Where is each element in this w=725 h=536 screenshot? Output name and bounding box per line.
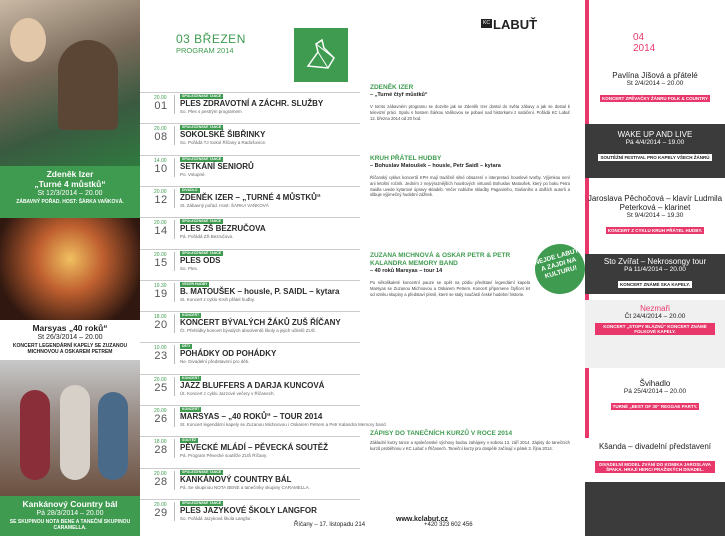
event-description: So. Ples s pestrým programem (180, 109, 242, 114)
performer-figure-shape (58, 40, 118, 130)
event-day: 01 (154, 100, 168, 112)
izer-name: Zdeněk Izer (46, 169, 94, 179)
event-divider (174, 95, 175, 114)
event-divider (174, 189, 175, 208)
event-row (140, 374, 360, 397)
event-title: MARSYAS – „40 ROKŮ“ – TOUR 2014 (180, 412, 323, 421)
event-day: 25 (154, 381, 168, 394)
event-day: 12 (154, 193, 168, 206)
april-event-date: Pá 25/4/2014 – 20.00 (623, 388, 687, 395)
event-description: So. Pořádá TJ Sokol Říčany a Radošovice. (180, 140, 267, 146)
event-divider (174, 252, 175, 271)
event-row (140, 342, 360, 365)
event-description: St. Koncert legendární kapely se Zuzanou Michnovou i Oskarem Petrem a Petr Kalandra Memory band (180, 422, 386, 427)
event-time: 18.00 (154, 314, 167, 321)
april-event-3 (585, 190, 725, 240)
article-heading-marsyas: ZUZANA MICHNOVÁ & OSKAR PETR & PETR KALANDRA MEMORY BAND (370, 252, 511, 267)
event-category-tag: SPOLEČENSKÉ TANCE (182, 94, 222, 98)
event-time: 20.00 (154, 408, 167, 414)
event-row (140, 92, 360, 115)
event-category-tag: SOUTĚŽ (182, 438, 197, 443)
event-divider (174, 220, 175, 239)
event-day: 23 (154, 350, 168, 363)
event-description: So. Ples. (180, 265, 199, 271)
event-time: 20.00 (154, 95, 167, 101)
event-title: SETKÁNÍ SENIORŮ (180, 161, 254, 171)
april-column (585, 0, 725, 536)
event-description: Pá. Se skupinou NOTA BENE a tanečníky skupiny CARAMELLA. (180, 484, 310, 490)
country-ball-date: Pá 28/3/2014 – 20.00 (36, 510, 104, 517)
event-title: SOKOLSKÉ ŠIBŘINKY (180, 130, 266, 140)
culture-badge: NEJDE LABUŤ A ZAJDI NA KULTURU! (529, 238, 591, 300)
event-row (140, 217, 360, 240)
event-category-tag: DIVADLO (182, 187, 198, 192)
event-divider (174, 408, 175, 427)
event-category-tag: SPOLEČENSKÉ TANCE (182, 469, 222, 474)
event-time: 10.00 (154, 345, 167, 352)
event-description: St. Koncert z cyklu Kruh přátel hudby. (180, 296, 255, 302)
program-subtitle: PROGRAM 2014 (176, 46, 234, 55)
article-text-dance: Základní kurzy tance a společenské výchovy budou zahájeny v sobotu 13. září 2014. Zápisy do tanečních kurzů proběhnou v KC Labuť v Říčanech. Taneční kurzy pro dospělé začínají v pátek 3. října 2014. (370, 440, 570, 451)
event-divider (174, 345, 175, 364)
marsyas-note: KONCERT LEGENDÁRNÍ KAPELY SE ZUZANOU MICHNOVOU A OSKAREM PETREM (12, 343, 128, 355)
event-row (140, 311, 360, 334)
event-category-tag: KONCERT (182, 375, 200, 380)
april-event-name: WAKE UP AND LIVE (617, 130, 693, 139)
event-title: KANKÁNOVÝ COUNTRY BÁL (180, 474, 292, 484)
event-divider (174, 314, 175, 333)
izer-title: „Turné 4 můstků“ (34, 179, 106, 189)
event-title: JAZZ BLUFFERS A DARJA KUNCOVÁ (180, 380, 325, 390)
event-time: 20.00 (154, 220, 167, 227)
dancer-shape (20, 390, 50, 480)
event-row (140, 468, 360, 491)
event-row (140, 249, 360, 272)
event-divider (174, 158, 175, 177)
dancer-shape (98, 392, 128, 480)
event-description: Út. Koncert z cyklu Jazzové večery v Říčanech. (180, 390, 275, 396)
event-day: 15 (154, 256, 168, 269)
april-event-name: Pavlína Jíšová a přátelé (612, 71, 698, 80)
event-time: 20.00 (154, 251, 167, 258)
event-category-tag: SPOLEČENSKÉ TANCE (182, 219, 222, 224)
event-row (140, 280, 360, 303)
event-title: PLES JAZYKOVÉ ŠKOLY LANGFOR (180, 505, 317, 515)
event-category-tag: SPOLEČENSKÉ TANCE (182, 250, 222, 255)
country-ball-name: Kankánový Country bál (22, 499, 118, 509)
article-heading-izer: ZDENĚK IZER (370, 84, 414, 91)
event-day: 08 (154, 131, 168, 144)
event-time: 20.00 (154, 376, 167, 383)
april-event-6 (585, 376, 725, 432)
event-row (140, 499, 360, 522)
left-photo-column (0, 0, 140, 536)
event-time: 19.30 (154, 282, 167, 289)
event-divider (174, 377, 175, 396)
event-divider (174, 283, 175, 302)
april-event-note: KONCERT „STOPY BLÁZNŮ“ KONCERT ZNÁMÉ FOLKOVÉ KAPELY. (595, 323, 715, 335)
event-description: Pá. Pořádá ZŠ Bezručova. (180, 234, 234, 240)
event-category-tag: SPOLEČENSKÉ TANCE (182, 125, 222, 130)
april-event-note: TURNÉ „BEST OF 30“ REGGAE PARTY. (612, 404, 698, 409)
event-day: 20 (154, 319, 168, 332)
article-subheading-marsyas: – 40 roků Marsyas – tour 14 (370, 268, 443, 274)
event-category-tag: DĚTI (182, 344, 190, 349)
event-title: POHÁDKY OD POHÁDKY (180, 349, 277, 359)
event-day: 10 (154, 162, 168, 175)
april-event-1 (585, 68, 725, 108)
april-event-note: KONCERT ZPĚVAČKY ŽÁNRU FOLK & COUNTRY (602, 96, 708, 101)
april-event-2 (585, 124, 725, 178)
april-header (633, 32, 655, 54)
event-day: 28 (154, 444, 168, 457)
article-heading-kph: KRUH PŘÁTEL HUDBY (370, 155, 442, 162)
program-header (176, 32, 246, 55)
country-ball-caption (0, 496, 140, 536)
performer-face-shape (10, 18, 46, 62)
event-row (140, 436, 360, 459)
izer-photo (0, 0, 140, 166)
april-event-name: Sto Zvířat – Nekrosongy tour (603, 257, 707, 266)
event-row (140, 186, 360, 209)
event-day: 19 (154, 287, 168, 300)
footer-address: Říčany – 17. listopadu 214 (294, 522, 366, 528)
event-description: Pá. Program Pěvecké soutěže ZUŠ Říčany. (180, 453, 268, 459)
website-link[interactable]: www.kclabut.cz (396, 516, 448, 523)
april-event-date: St 30/4/2014 – 20.00 (624, 451, 686, 458)
marsyas-date: St 26/3/2014 – 20.00 (37, 334, 103, 341)
article-heading-dance: ZÁPISY DO TANEČNÍCH KURZŮ V ROCE 2014 (370, 430, 513, 437)
april-event-name: Jaroslava Pěchočová – klavír Ludmila Peterková – klarinet (587, 194, 723, 212)
event-time: 20.00 (154, 126, 167, 133)
event-title: PĚVECKÉ MLÁDÍ – PĚVECKÁ SOUTĚŽ (180, 443, 329, 453)
event-row (140, 405, 386, 428)
event-time: 18.00 (154, 439, 167, 446)
event-divider (174, 126, 175, 145)
footer-phone[interactable]: +420 323 602 456 (424, 522, 473, 528)
marsyas-name: Marsyas „40 roků“ (32, 323, 108, 333)
izer-note: ZÁBAVNÝ POŘAD. HOST: ŠÁRKA VAŇKOVÁ. (16, 199, 124, 205)
article-text-izer: V tomto zábavném programu se dozvíte jak se Zdeněk Izer dostal do světa zábavy a jak se dostal k televizní práci. Spolu s hostem Šárkou Vaňkovou se pobaví nad historkami z natáčení. Pořádá KC Labuť 12. března 2014 od 20 hod. (370, 104, 570, 121)
april-year: 2014 (633, 43, 656, 54)
event-time: 20.00 (154, 501, 167, 508)
article-text-marsyas: Po několikaleté koncertní pauze se opět na pódiu představí legendární kapela Marsyas se Zuzanou Michnovou a Oskarem Petrem. Koncert připomene čtyřicet let od vzniku skupiny a představí písně, které se staly součástí české hudební historie. (370, 280, 530, 297)
april-event-name: Nezmaři (640, 304, 670, 313)
event-category-tag: KONCERT (182, 313, 200, 318)
kc-logo: KC (481, 19, 492, 28)
event-divider (174, 439, 175, 458)
event-day: 29 (154, 506, 168, 519)
izer-caption (0, 166, 140, 218)
event-description: Čt. Přehlídky koncert bývalých absolventů školy a jejich učitelů ZUŠ. (180, 328, 317, 334)
country-ball-note: SE SKUPINOU NOTA BENE A TANEČNÍ SKUPINOU CARAMELLA. (9, 519, 131, 531)
izer-date: St 12/3/2014 – 20.00 (37, 190, 103, 197)
event-title: ZDENĚK IZER – „TURNÉ 4 MŮSTKŮ“ (180, 192, 321, 202)
swan-logo (294, 28, 348, 82)
event-time: 20.00 (154, 470, 167, 477)
article-subheading-kph: – Bohuslav Matoušek – housle, Petr Saidl – kytara (370, 163, 501, 169)
event-category-tag: SPOLEČENSKÉ TANCE (182, 156, 222, 161)
month-title: 03 BŘEZEN (176, 32, 246, 46)
april-event-date: St 9/4/2014 – 19.30 (626, 212, 684, 219)
event-row (140, 155, 360, 178)
april-event-note: KONCERT ZNÁMÉ SKA KAPELY. (620, 282, 690, 287)
brand-name: LABUŤ (493, 17, 538, 32)
dancer-shape (60, 385, 90, 480)
event-row (140, 123, 360, 146)
april-event-7 (585, 438, 725, 536)
event-description: So. Pořádá Jazyková škola Langfor. (180, 515, 252, 521)
event-day: 26 (154, 413, 168, 425)
event-title: PLES ZŠ BEZRUČOVA (180, 224, 266, 234)
april-month: 04 (633, 32, 645, 43)
event-title: KONCERT BÝVALÝCH ŽÁKŮ ZUŠ ŘÍČANY (180, 318, 341, 328)
article-subheading-izer: – „Turné čtyř můstků“ (370, 92, 428, 98)
april-event-date: Pá 4/4/2014 – 19.00 (625, 139, 685, 146)
april-event-5 (585, 300, 725, 368)
event-divider (174, 471, 175, 490)
april-event-note: KONCERT Z CYKLU KRUH PŘÁTEL HUDBY. (607, 228, 703, 233)
marsyas-caption (0, 320, 140, 360)
event-title: PLES ODS (180, 255, 221, 265)
event-category-tag: KONCERT (182, 407, 200, 411)
marsyas-photo (0, 218, 140, 320)
april-event-date: Čt 24/4/2014 – 20.00 (624, 313, 686, 320)
event-divider (174, 502, 175, 521)
event-title: PLES ZDRAVOTNÍ A ZÁCHR. SLUŽBY (180, 99, 324, 108)
event-description: Po. Vstupné. (180, 171, 206, 177)
april-event-note: SOUTĚŽNÍ FESTIVAL PRO KAPELY VŠECH ŽÁNRŮ (600, 155, 710, 160)
april-event-note: DIVADELNÍ MODEL ZVÁNÍ DO KOMIKA JAROSLAVA ŠPAKA. HRAJÍ HERCI PRAŽSKÝCH DIVADEL. (595, 461, 715, 473)
country-ball-photo (0, 360, 140, 496)
event-time: 14.00 (154, 157, 167, 164)
april-event-date: Pá 11/4/2014 – 20.00 (624, 266, 686, 273)
event-description: St. Zábavný pořad. Host: ŠÁRKA VAŇKOVÁ (180, 202, 269, 208)
april-event-date: St 2/4/2014 – 20.00 (626, 80, 684, 87)
event-category-tag: SPOLEČENSKÉ TANCE (182, 500, 222, 505)
april-event-name: Kšanda – divadelní představení (598, 442, 712, 451)
event-day: 14 (154, 225, 168, 238)
april-event-4 (585, 254, 725, 294)
event-time: 20.00 (154, 188, 167, 195)
event-category-tag: VEČER HUDBY (182, 281, 208, 286)
event-title: B. MATOUŠEK – housle, P. SAIDL – kytara (180, 286, 340, 296)
swan-icon (294, 28, 348, 82)
april-event-name: Švihadlo (639, 379, 671, 388)
event-day: 28 (154, 475, 168, 488)
article-text-kph: Říčanský cyklus koncertů KPH mají tradičně silné obsazení v interpretaci houslové tvorby. Výjimkou není ani letošní ročník. Jedním z nejvýraznějších houslových virtuosů Bohuslav Matoušek, který po boku Petra Saidla uvede kytarové úpravy skladeb. Večer nabídne skladby Paganiniho, Giulianiho a dalších autorů a slibuje výjimečný hudební zážitek. (370, 175, 570, 198)
event-description: Ne. Divadelní představení pro děti. (180, 359, 250, 365)
